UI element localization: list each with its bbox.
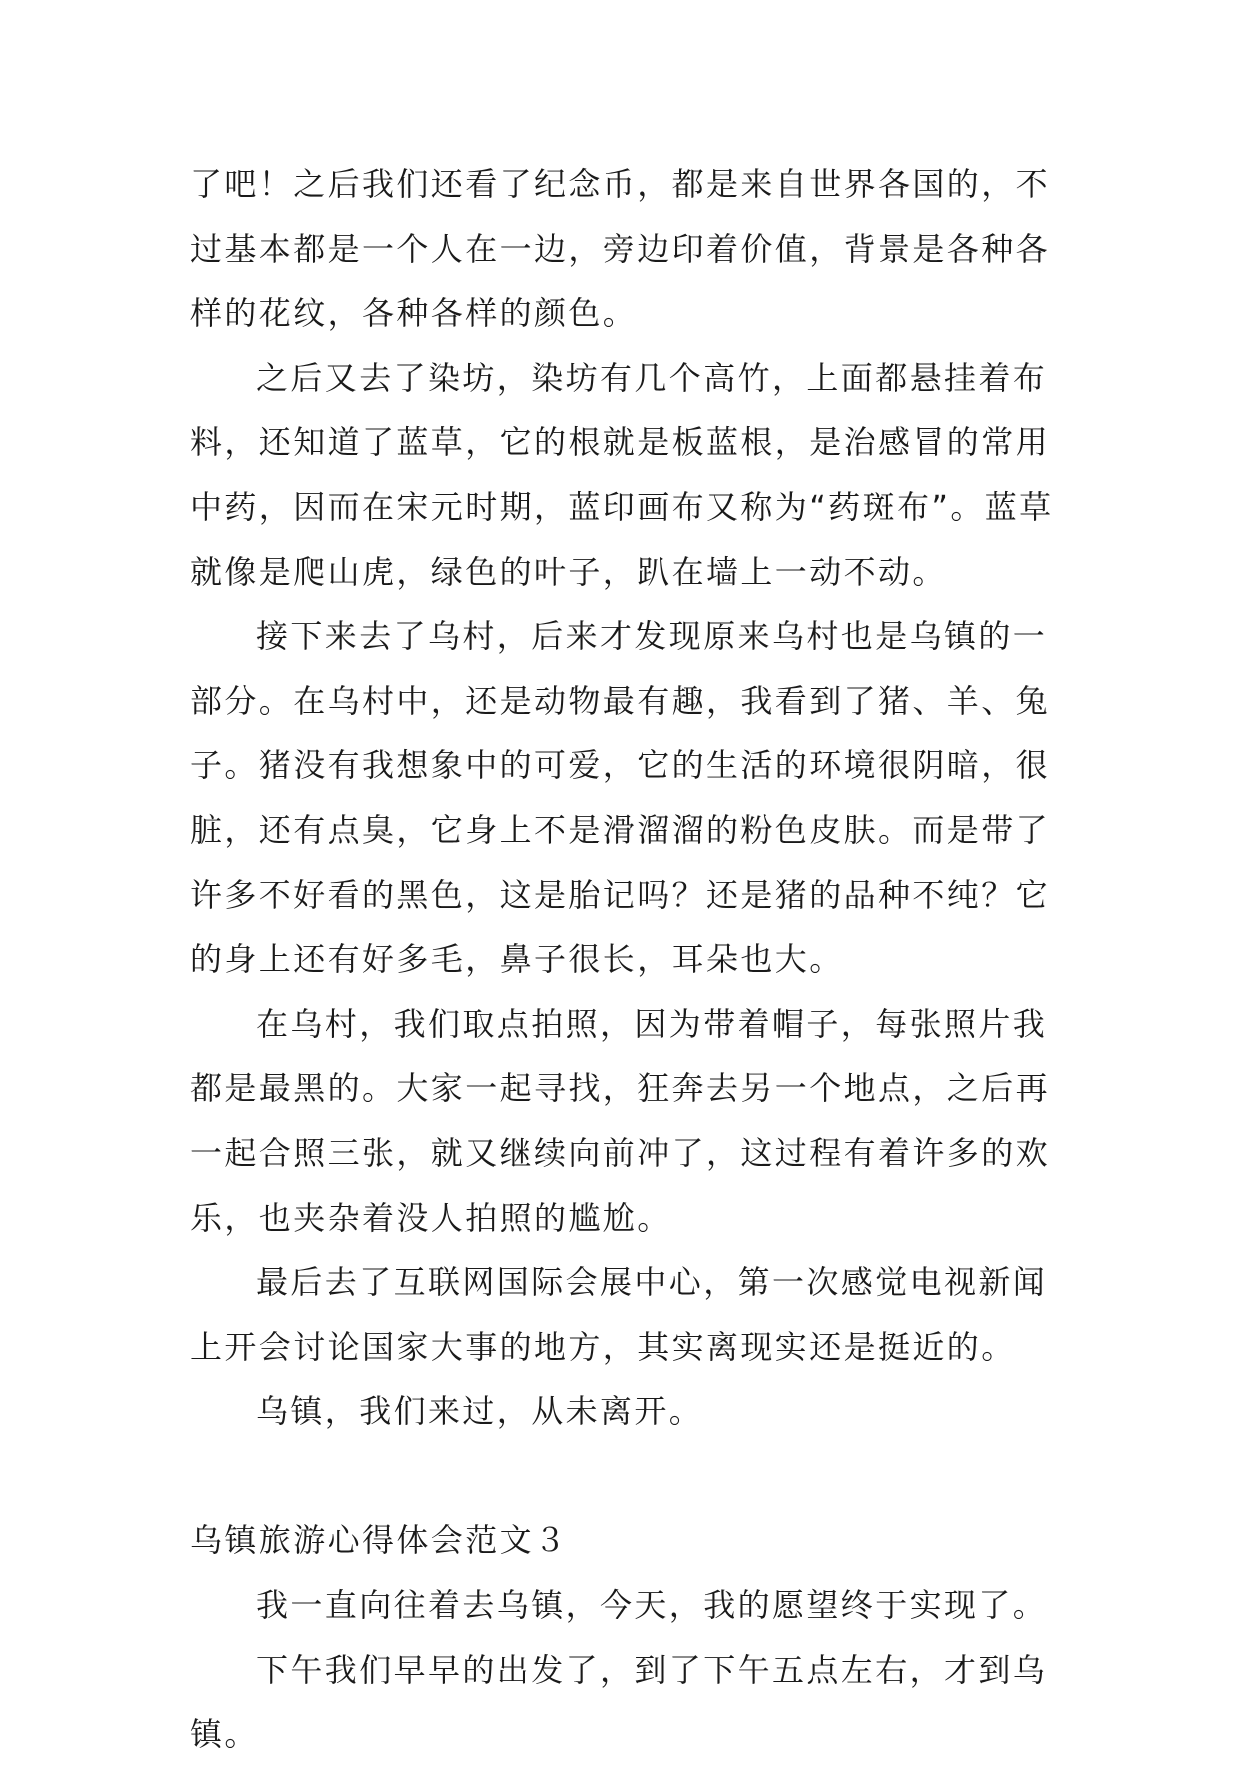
paragraph-closing: 乌镇，我们来过，从未离开。 bbox=[256, 1392, 704, 1431]
section-heading: 乌镇旅游心得体会范文３ bbox=[190, 1521, 569, 1560]
paragraph-wish: 我一直向往着去乌镇，今天，我的愿望终于实现了。 bbox=[256, 1586, 1048, 1625]
section-spacer bbox=[190, 1444, 1070, 1509]
paragraph-wu-village: 接下来去了乌村，后来才发现原来乌村也是乌镇的一部分。在乌村中，还是动物最有趣，我看到了猪、羊、兔子。猪没有我想象中的可爱，它的生活的环境很阴暗，很脏，还有点臭，它身上不是滑溜溜的粉色皮肤。而是带了许多不好看的黑色，这是胎记吗？还是猪的品种不纯？它的身上还有好多毛，鼻子很长，耳朵也大。 bbox=[190, 617, 1051, 979]
document-body bbox=[190, 152, 1070, 1767]
paragraph-continued: 了吧！之后我们还看了纪念币，都是来自世界各国的，不过基本都是一个人在一边，旁边印着价值，背景是各种各样的花纹，各种各样的颜色。 bbox=[190, 165, 1051, 333]
paragraph-departure: 下午我们早早的出发了，到了下午五点左右，才到乌镇。 bbox=[190, 1650, 1048, 1754]
paragraph-convention-center: 最后去了互联网国际会展中心，第一次感觉电视新闻上开会讨论国家大事的地方，其实离现实还是挺近的。 bbox=[190, 1263, 1048, 1366]
paragraph-photos: 在乌村，我们取点拍照，因为带着帽子，每张照片我都是最黑的。大家一起寻找，狂奔去另一个地点，之后再一起合照三张，就又继续向前冲了，这过程有着许多的欢乐，也夹杂着没人拍照的尴尬。 bbox=[190, 1004, 1051, 1237]
paragraph-dye-workshop: 之后又去了染坊，染坊有几个高竹，上面都悬挂着布料，还知道了蓝草，它的根就是板蓝根，是治感冒的常用中药，因而在宋元时期，蓝印画布又称为“药斑布”。蓝草就像是爬山虎，绿色的叶子，趴在墙上一动不动。 bbox=[190, 358, 1054, 591]
